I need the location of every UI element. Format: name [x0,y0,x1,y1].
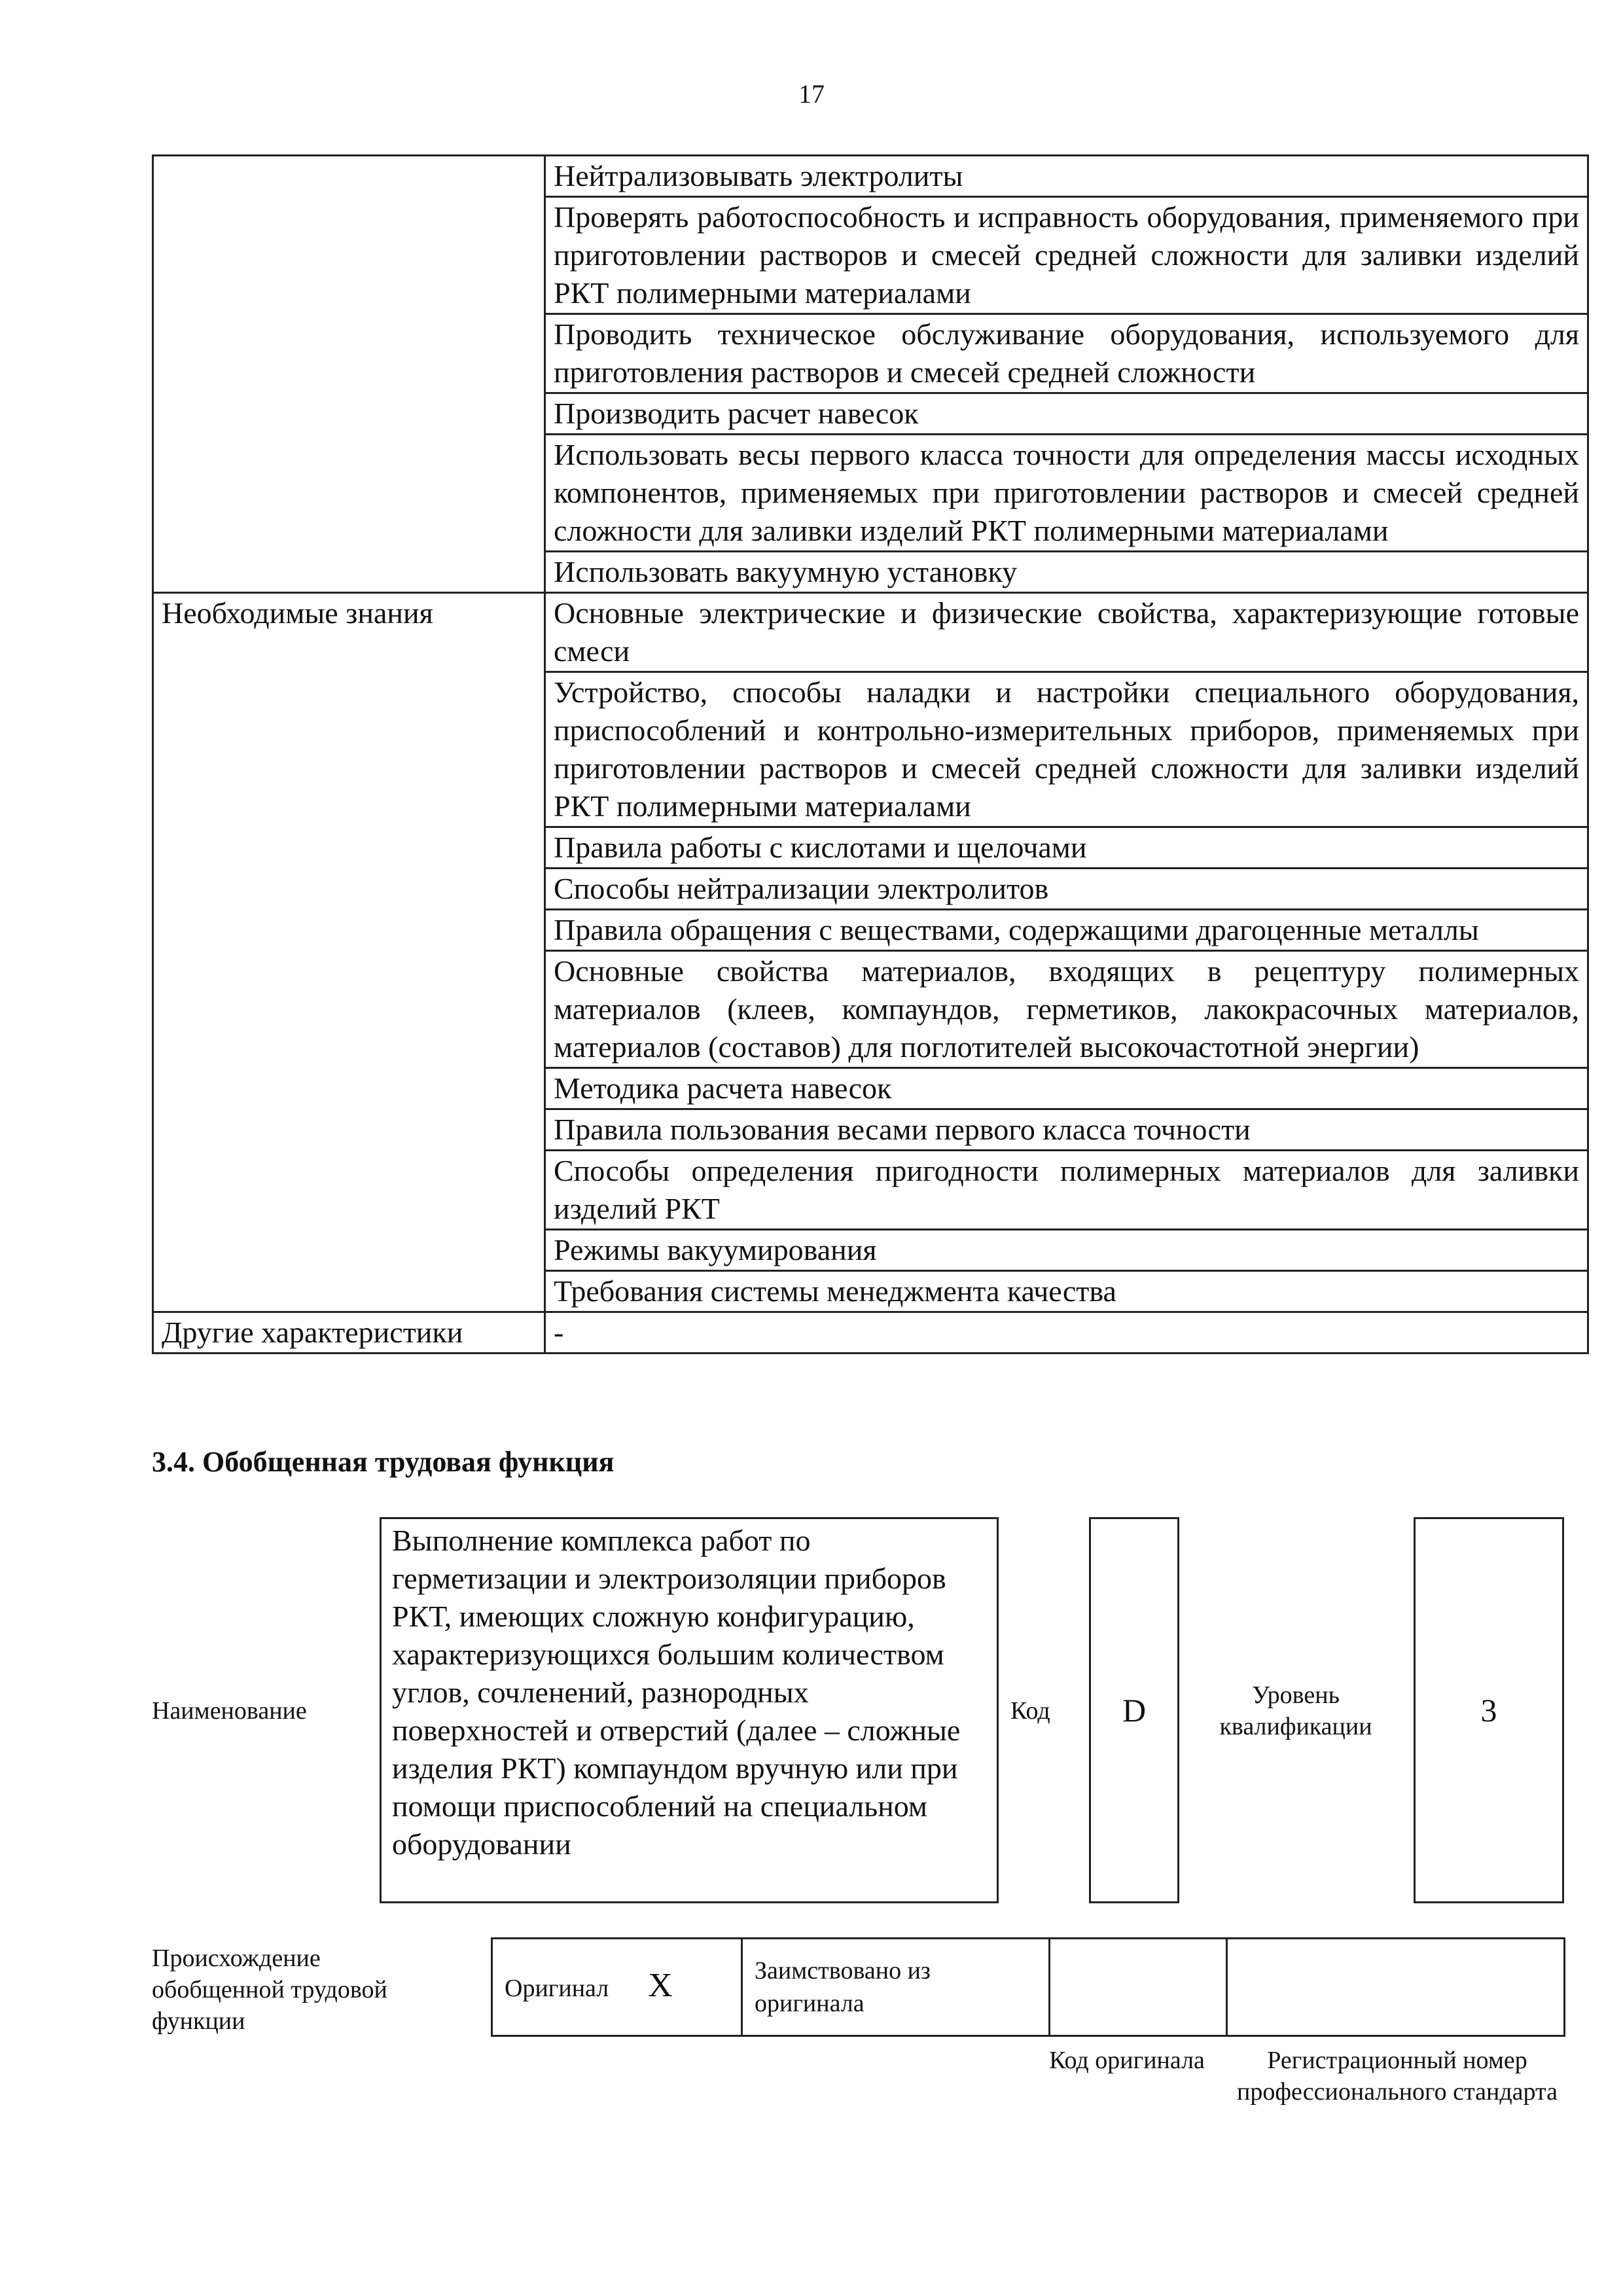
original-mark: X [648,1967,673,2004]
registration-number-cell [1227,1939,1565,2036]
row-value: Устройство, способы наладки и настройки специального оборудования, приспособлений и контрольно-измерительных приборов, применяемых при приготовлении растворов и смесей средней сложности для заливки изделий РКТ полимерными материалами [545,672,1588,827]
row-label [153,156,545,593]
row-value: Использовать весы первого класса точности для определения массы исходных компонентов, применяемых при приготовлении растворов и смесей средней сложности для заливки изделий РКТ полимерными материалами [545,435,1588,552]
row-value: Проверять работоспособность и исправность оборудования, применяемого при приготовлении растворов и смесей средней сложности для заливки изделий РКТ полимерными материалами [545,197,1588,314]
table-row [153,1312,1588,1354]
row-value: - [545,1312,1588,1354]
skills-table [152,154,1589,1354]
row-value: Основные свойства материалов, входящих в рецептуру полимерных материалов (клеев, компаундов, герметиков, лакокрасочных материалов, материалов (составов) для поглотителей высокочастотной энергии) [545,951,1588,1068]
row-value: Режимы вакуумирования [545,1230,1588,1271]
name-label: Наименование [152,1697,307,1725]
code-value-box: D [1089,1517,1179,1903]
original-cell [492,1939,742,2036]
page-number: 17 [798,79,825,109]
table-row [153,156,1588,197]
function-name-box: Выполнение комплекса работ по герметизации и электроизоляции приборов РКТ, имеющих сложную конфигурацию, характеризующихся большим количеством углов, сочленений, разнородных поверхностей и отверстий (далее – сложные изделия РКТ) компаундом вручную или при помощи приспособлений на специальном оборудовании [380,1517,999,1903]
origin-table [491,1937,1565,2037]
level-label: Уровень квалификации [1219,1681,1372,1740]
row-value: Требования системы менеджмента качества [545,1271,1588,1312]
row-label: Другие характеристики [153,1312,545,1354]
original-code-cell [1050,1939,1227,2036]
code-label: Код [1010,1697,1050,1725]
row-value: Правила пользования весами первого класса точности [545,1109,1588,1151]
row-label: Необходимые знания [153,593,545,1312]
row-value: Способы определения пригодности полимерных материалов для заливки изделий РКТ [545,1151,1588,1230]
code-caption: Код оригинала [1049,2047,1205,2074]
row-value: Проводить техническое обслуживание оборудования, используемого для приготовления растворов и смесей средней сложности [545,314,1588,393]
row-value: Правила работы с кислотами и щелочами [545,827,1588,869]
section-title: 3.4. Обобщенная трудовая функция [152,1446,615,1478]
table-row [153,593,1588,672]
level-value-box: 3 [1414,1517,1564,1903]
row-value: Производить расчет навесок [545,393,1588,435]
reg-number-caption: Регистрационный номер профессионального стандарта [1237,2047,1558,2106]
row-value: Использовать вакуумную установку [545,552,1588,593]
row-value: Правила обращения с веществами, содержащими драгоценные металлы [545,910,1588,951]
row-value: Нейтрализовывать электролиты [545,156,1588,197]
row-value: Способы нейтрализации электролитов [545,869,1588,910]
origin-label: Происхождение обобщенной трудовой функции [152,1945,387,2035]
row-value: Основные электрические и физические свойства, характеризующие готовые смеси [545,593,1588,672]
original-label: Оригинал [505,1975,609,2002]
row-value: Методика расчета навесок [545,1068,1588,1109]
borrowed-cell: Заимствовано из оригинала [742,1939,1050,2036]
